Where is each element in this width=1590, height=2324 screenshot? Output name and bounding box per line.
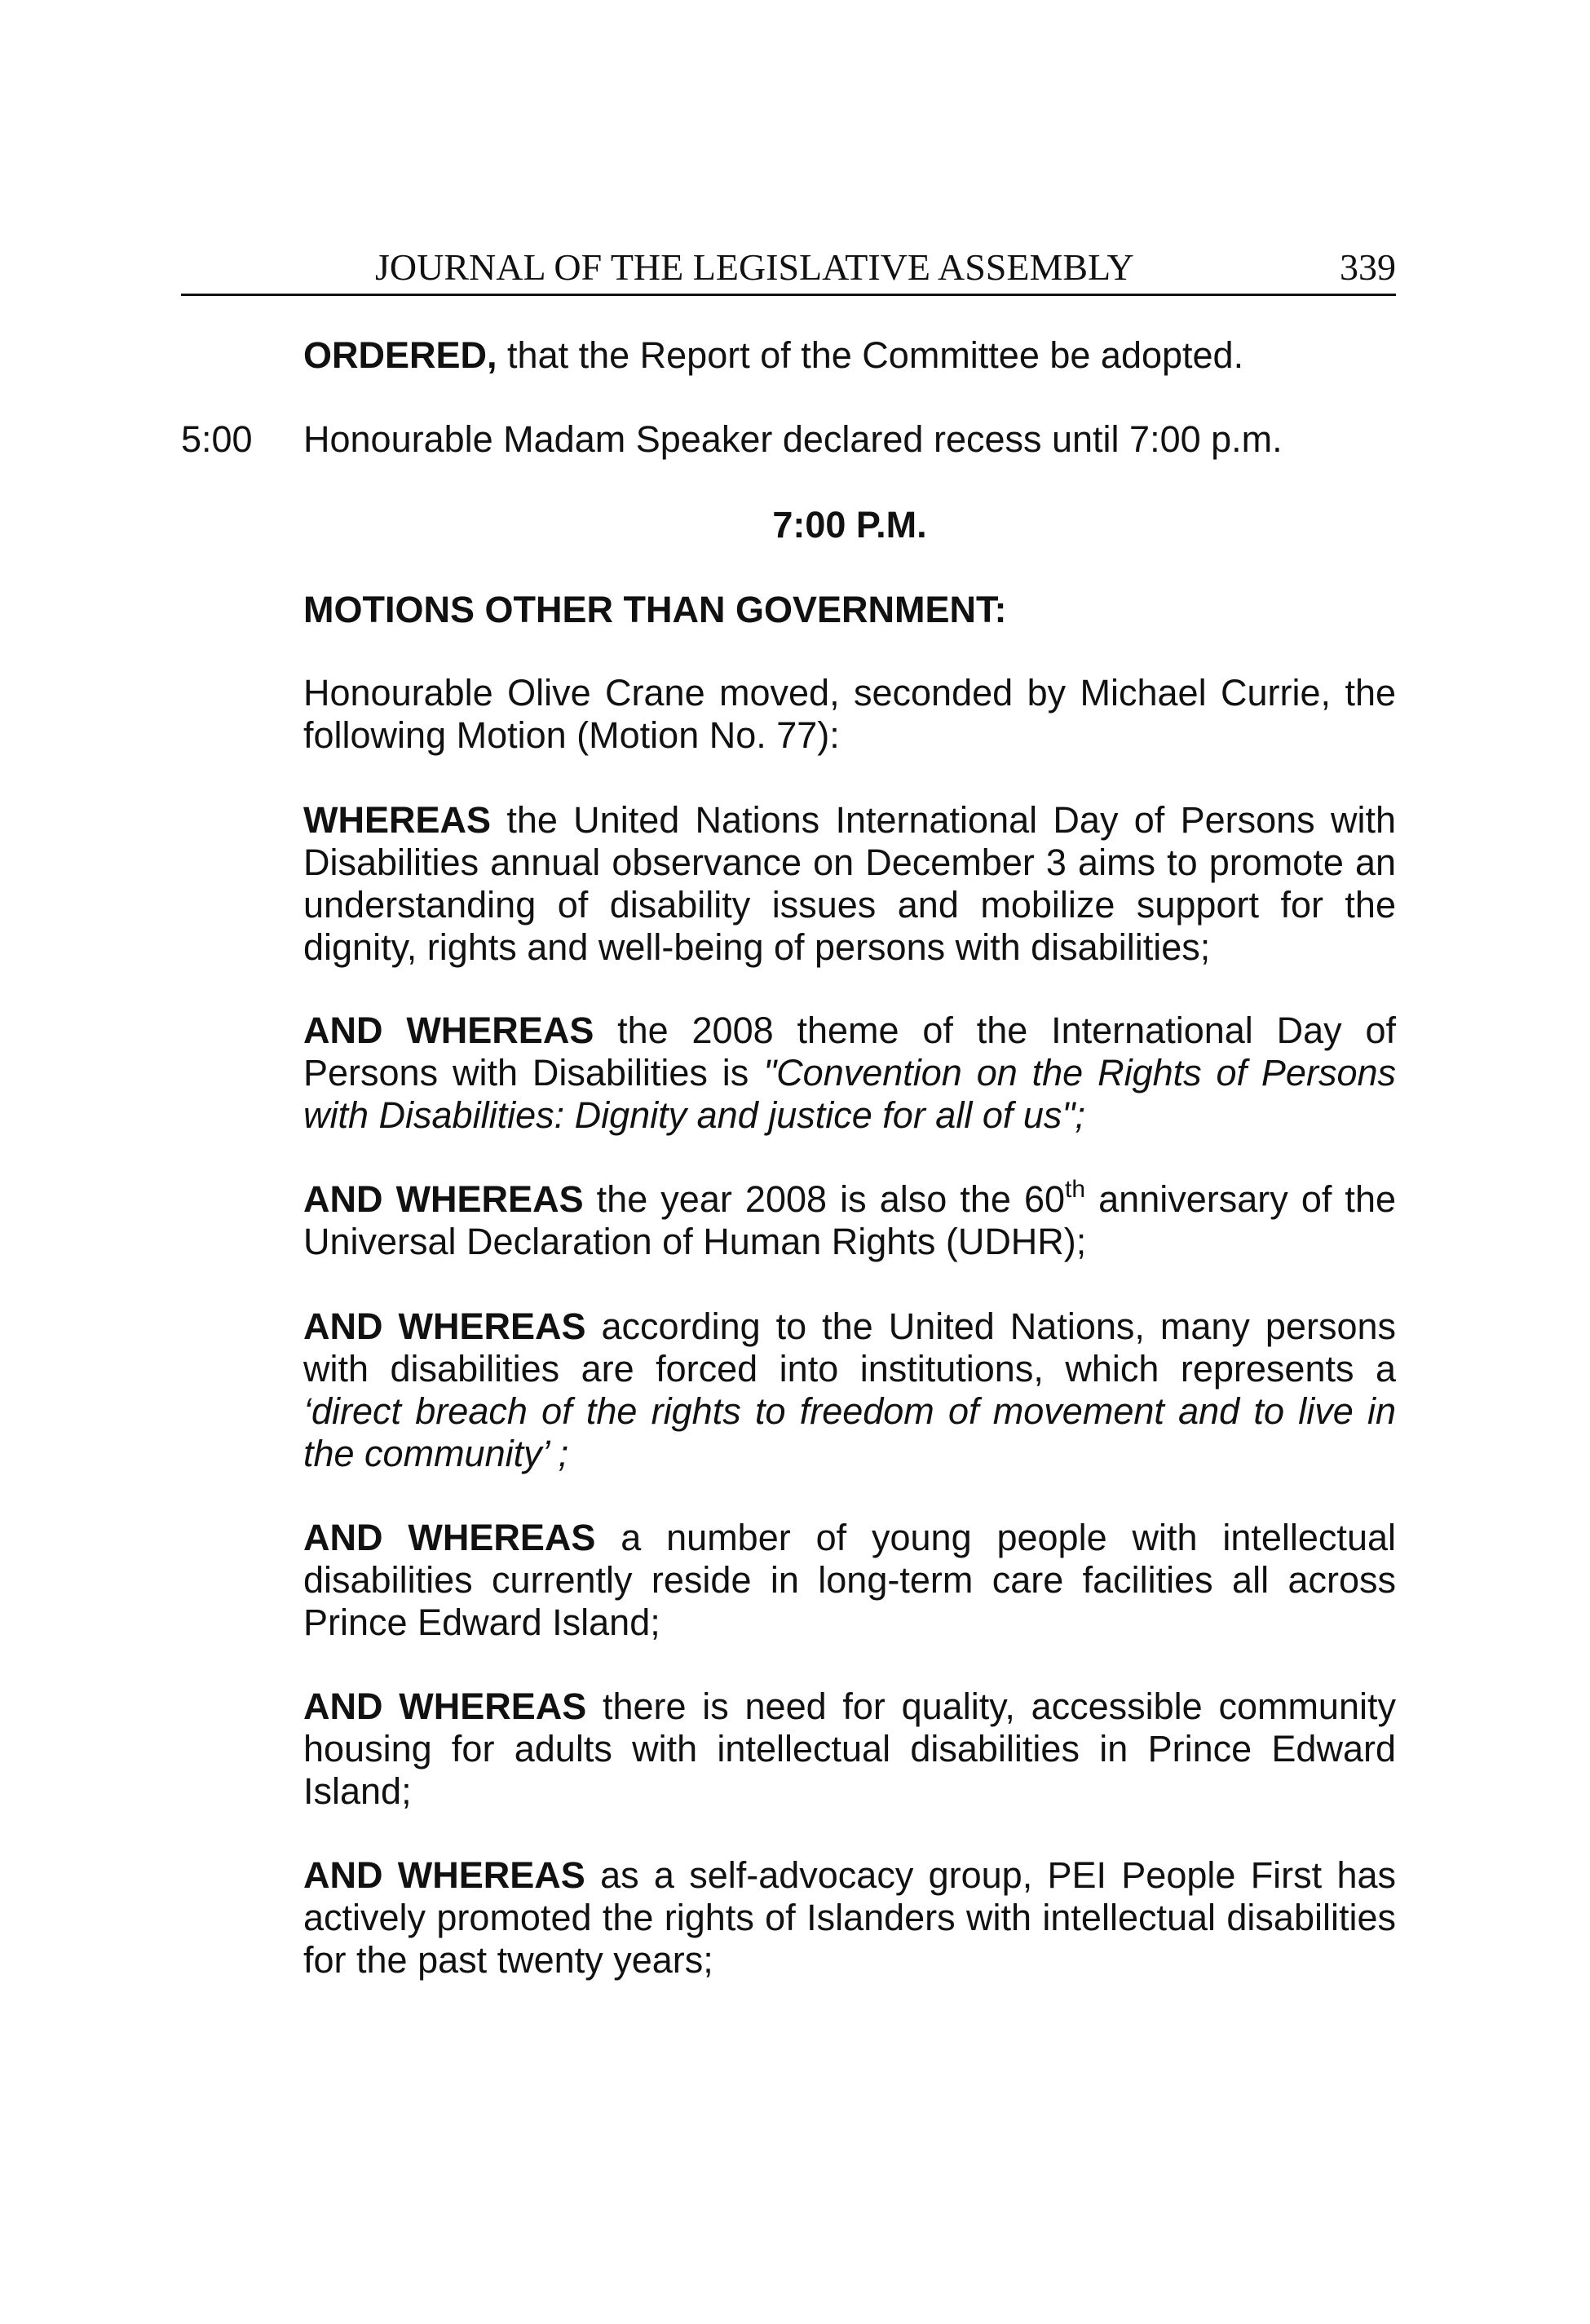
whereas-label: AND WHEREAS <box>303 1517 596 1558</box>
whereas-label: AND WHEREAS <box>303 1306 586 1347</box>
whereas-paragraph-3 <box>303 1178 1396 1263</box>
whereas-text: a number of young people with intellectual disabilities currently reside in long-term care facilities all across Prince Edward Island; <box>303 1517 1396 1643</box>
whereas-text-continued: anniversary of the Universal Declaration of Human Rights (UDHR); <box>303 1178 1396 1262</box>
whereas-text: the year 2008 is also the 60 <box>583 1178 1066 1220</box>
ordinal-superscript: th <box>1065 1176 1086 1203</box>
recess-text: Honourable Madam Speaker declared recess until 7:00 p.m. <box>303 418 1283 460</box>
whereas-paragraph-2 <box>303 1010 1396 1137</box>
motion-intro-text: Honourable Olive Crane moved, seconded by Michael Currie, the following Motion (Motion No. 77): <box>303 672 1396 756</box>
whereas-italic-text: "Convention on the Rights of Persons with Disabilities: Dignity and justice for all of us"; <box>303 1052 1397 1136</box>
whereas-paragraph-1 <box>303 799 1396 969</box>
whereas-paragraph-4 <box>303 1306 1396 1475</box>
whereas-text: the 2008 theme of the International Day of Persons with Disabilities is <box>303 1010 1396 1094</box>
recess-paragraph <box>303 418 1396 461</box>
whereas-text: as a self-advocacy group, PEI People First has actively promoted the rights of Islanders with intellectual disabilities for the past twenty years; <box>303 1854 1396 1981</box>
whereas-text: according to the United Nations, many persons with disabilities are forced into institutions, which represents a <box>303 1306 1396 1390</box>
recess-time: 5:00 <box>181 418 253 460</box>
whereas-label: AND WHEREAS <box>303 1010 594 1051</box>
running-header <box>181 243 1396 296</box>
journal-title: JOURNAL OF THE LEGISLATIVE ASSEMBLY <box>375 246 1134 288</box>
whereas-italic-text: ‘direct breach of the rights to freedom of movement and to live in the community’ ; <box>303 1390 1396 1474</box>
whereas-label: AND WHEREAS <box>303 1178 584 1220</box>
motions-heading: MOTIONS OTHER THAN GOVERNMENT: <box>303 589 1007 630</box>
whereas-label: WHEREAS <box>303 799 492 841</box>
evening-heading: 7:00 P.M. <box>772 504 927 546</box>
whereas-paragraph-6 <box>303 1686 1396 1813</box>
whereas-label: AND WHEREAS <box>303 1854 585 1896</box>
motion-intro <box>303 672 1396 757</box>
ordered-label: ORDERED, <box>303 334 497 376</box>
whereas-text: there is need for quality, accessible community housing for adults with intellectual disabilities in Prince Edward Island; <box>303 1686 1396 1812</box>
ordered-text: that the Report of the Committee be adopted. <box>497 334 1244 376</box>
whereas-text: the United Nations International Day of Persons with Disabilities annual observance on December 3 aims to promote an understanding of disability issues and mobilize support for the dignity, rights and well-being of persons with disabilities; <box>303 799 1396 968</box>
page-number: 339 <box>1340 246 1396 288</box>
whereas-paragraph-5 <box>303 1517 1396 1644</box>
whereas-paragraph-7 <box>303 1854 1396 1982</box>
whereas-label: AND WHEREAS <box>303 1686 587 1727</box>
ordered-paragraph <box>303 334 1396 377</box>
